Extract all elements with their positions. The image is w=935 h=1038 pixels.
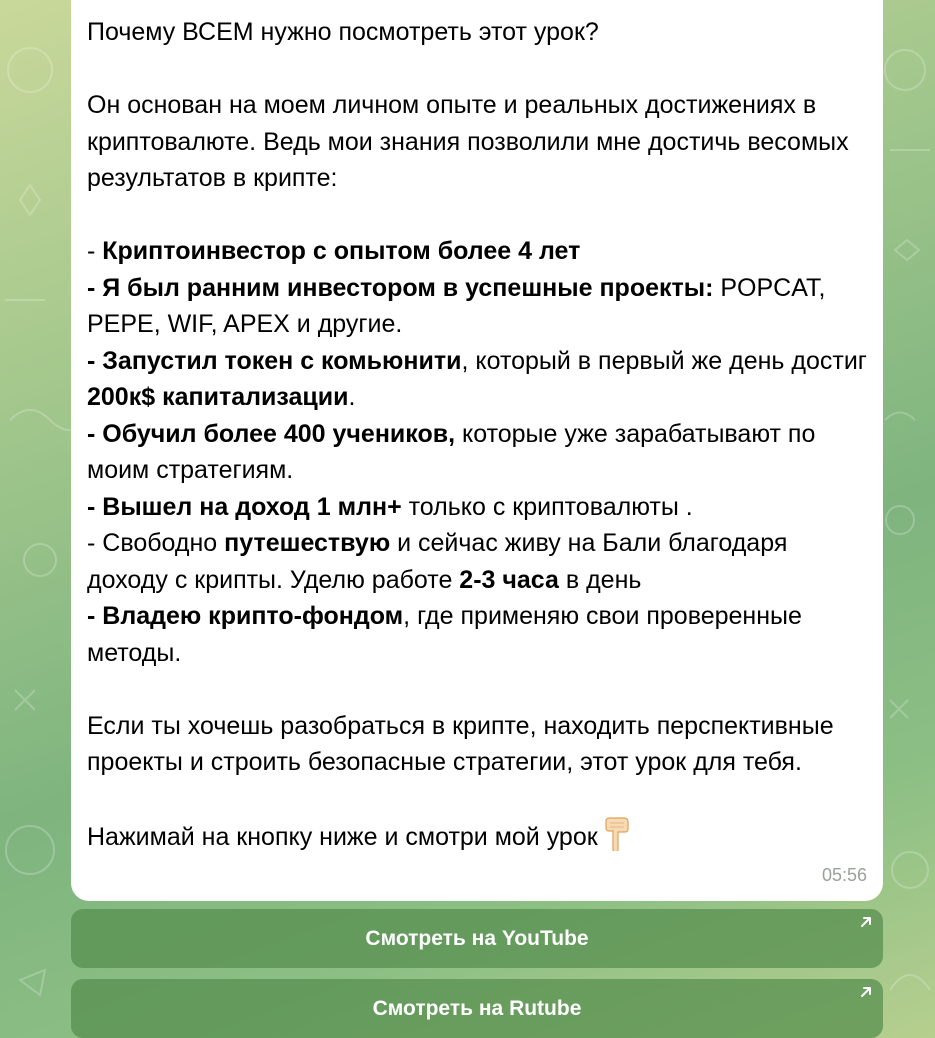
- list-item: - Криптоинвестор с опытом более 4 лет: [87, 237, 581, 265]
- external-link-icon: [859, 915, 873, 929]
- list-item: - Владею крипто-фондом, где применяю свои проверенные методы.: [87, 602, 802, 667]
- message-outro: Если ты хочешь разобраться в крипте, находить перспективные проекты и строить безопасные стратегии, этот урок для тебя.: [87, 711, 834, 776]
- pointing-down-hand-icon: [604, 817, 630, 851]
- list-item: - Запустил токен с комьюнити, который в первый же день достиг 200к$ капитализации.: [87, 346, 867, 411]
- watch-youtube-button[interactable]: [71, 909, 883, 968]
- message-bubble: [71, 0, 883, 901]
- message-cta: Нажимай на кнопку ниже и смотри мой урок: [87, 817, 867, 856]
- watch-rutube-label: Смотреть на Rutube: [372, 996, 582, 1020]
- list-item: - Обучил более 400 учеников, которые уже зарабатывают по моим стратегиям.: [87, 419, 816, 484]
- watch-youtube-label: Смотреть на YouTube: [365, 926, 589, 950]
- message-timestamp: 05:56: [821, 864, 867, 885]
- message-title: Почему ВСЕМ нужно посмотреть этот урок?: [87, 18, 599, 46]
- message-intro: Он основан на моем личном опыте и реальных достижениях в криптовалюте. Ведь мои знания позволили мне достичь весомых результатов в крипте:: [87, 91, 849, 192]
- list-item: - Вышел на доход 1 млн+ только с криптовалюты .: [87, 492, 693, 521]
- list-item: - Свободно путешествую и сейчас живу на Бали благодаря доходу с крипты. Уделю работе 2-3 часа в день: [87, 529, 788, 594]
- watch-rutube-button[interactable]: [71, 979, 883, 1038]
- list-item: - Я был ранним инвестором в успешные проекты: POPCAT, PEPE, WIF, APEX и другие.: [87, 273, 826, 338]
- external-link-icon: [859, 985, 873, 999]
